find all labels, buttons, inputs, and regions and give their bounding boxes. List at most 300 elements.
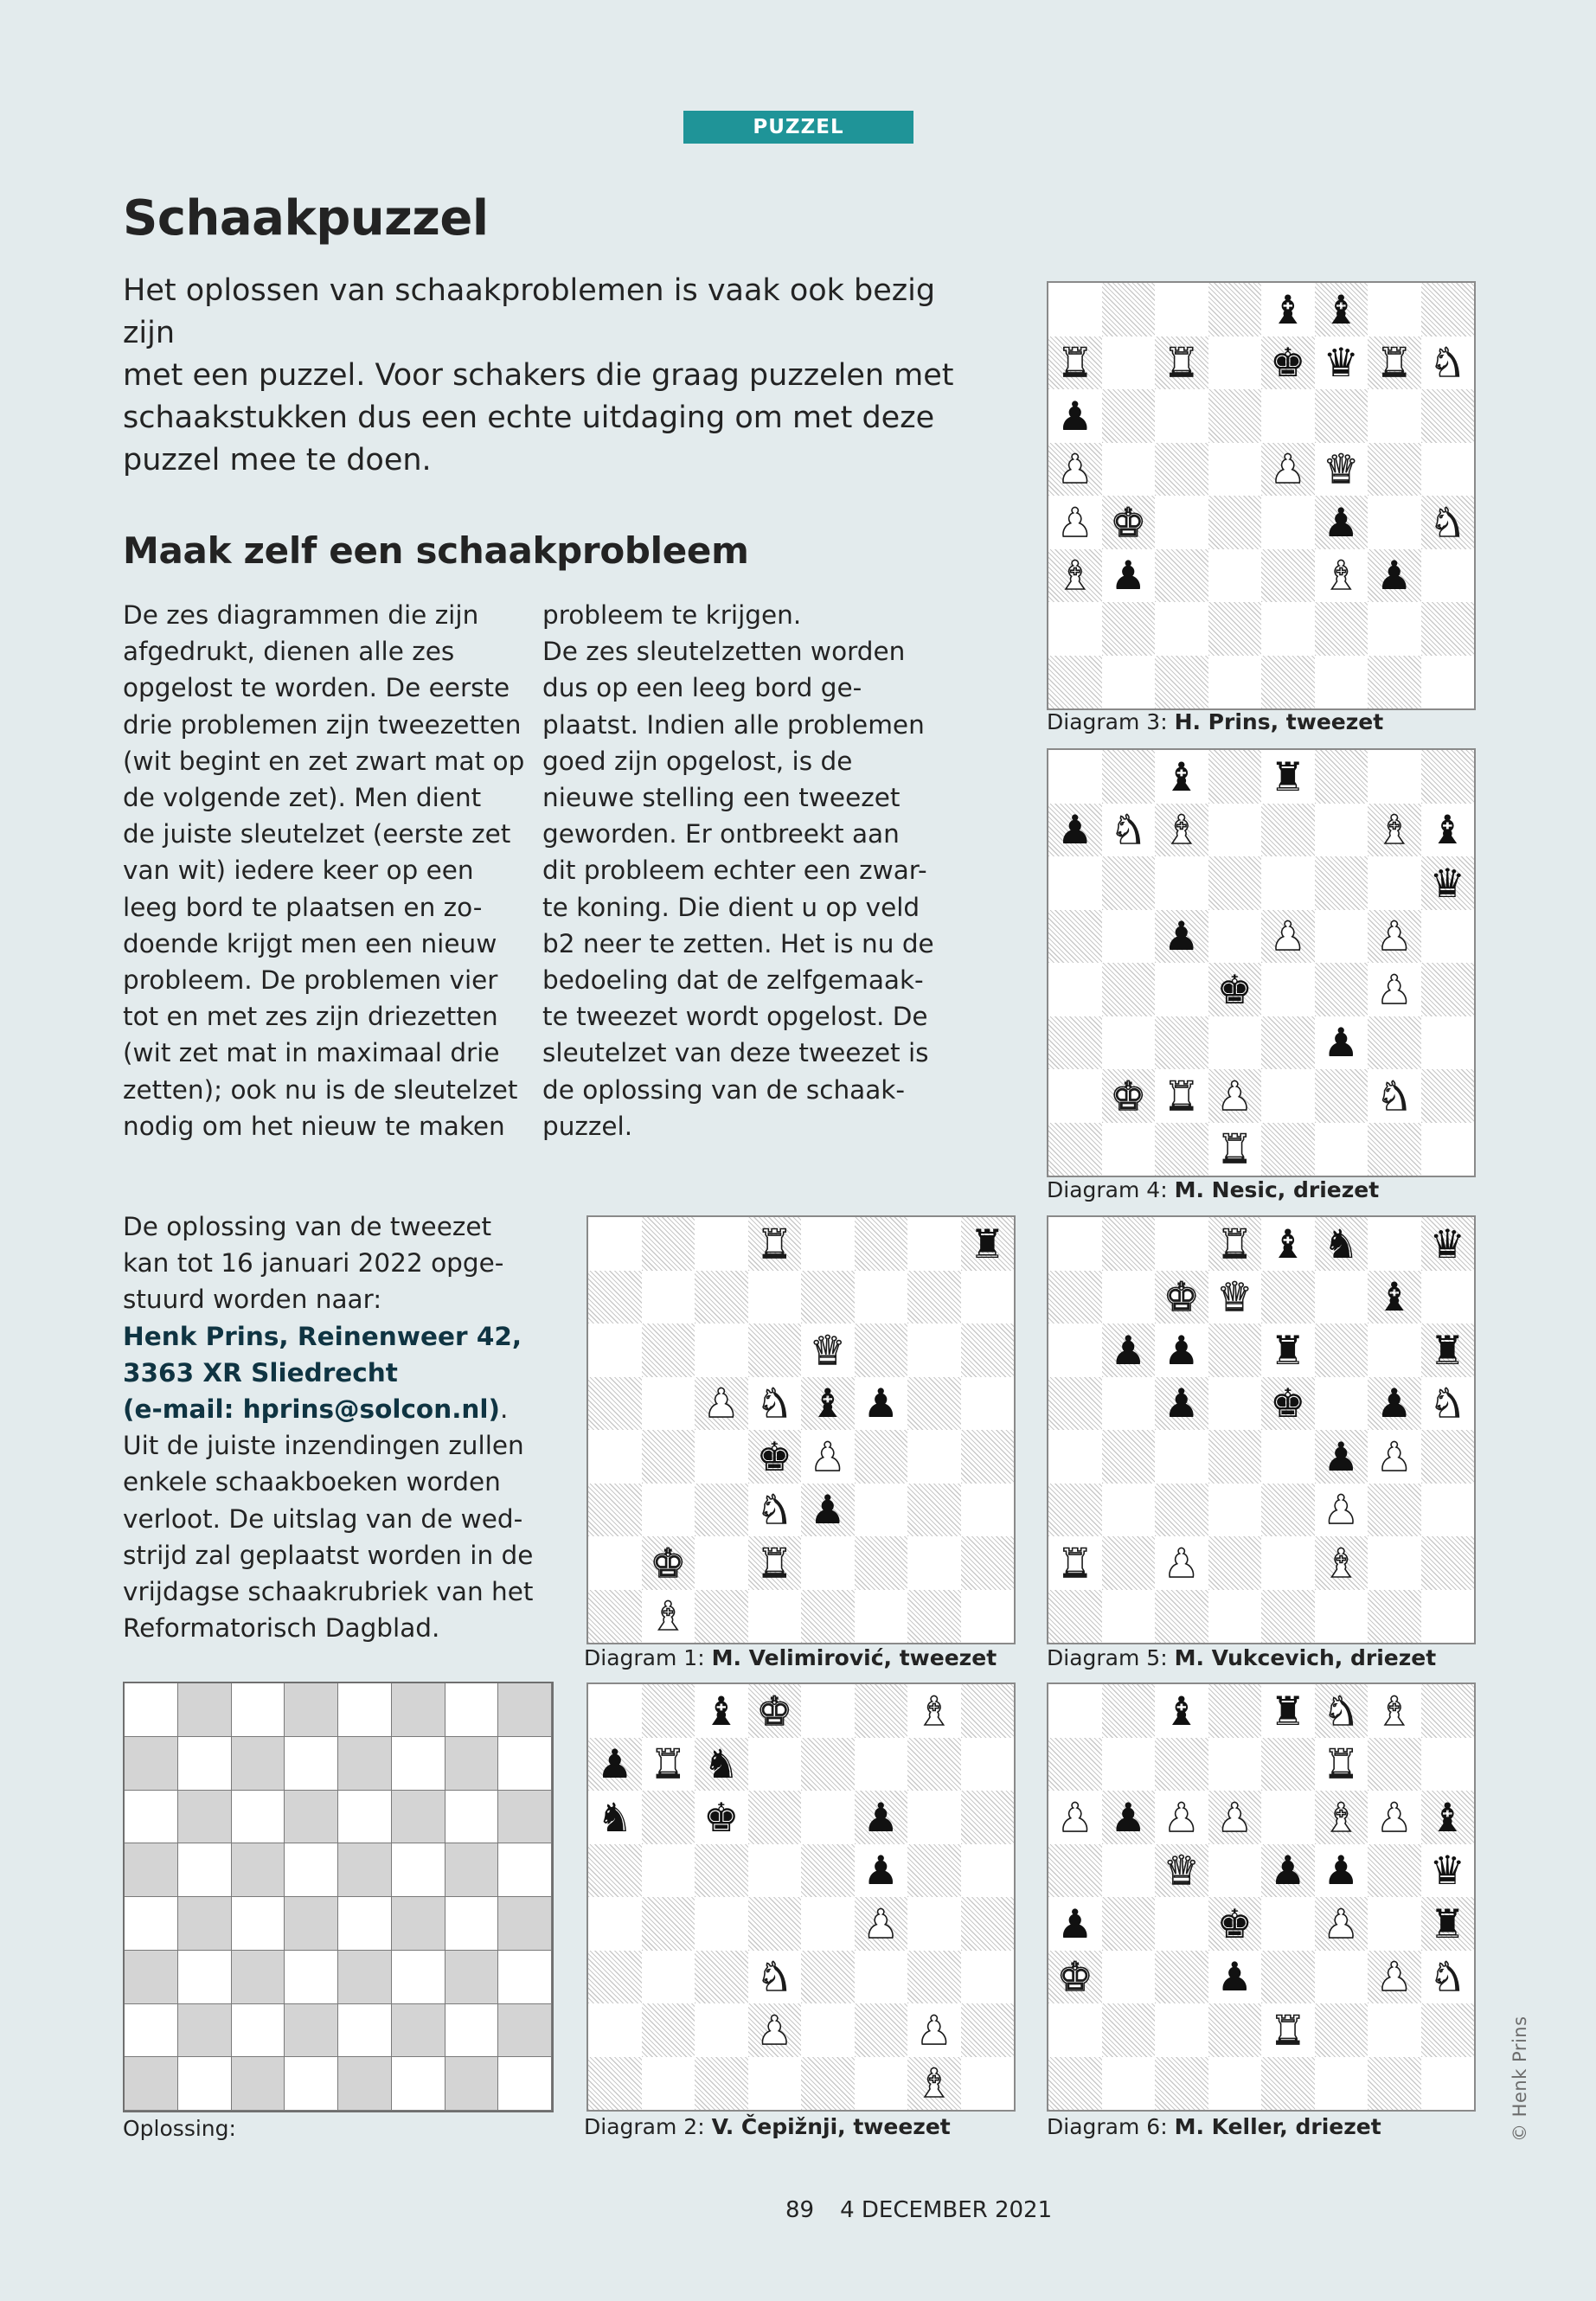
white-rook-icon: ♜: [1057, 339, 1093, 387]
board-square: [1102, 1590, 1156, 1644]
board-square: [642, 2003, 695, 2057]
empty-square: [125, 1737, 178, 1791]
board-square: [1368, 804, 1421, 857]
board-square: [1155, 1484, 1208, 1537]
contact-text-before: [123, 1212, 503, 1314]
board-square: [961, 2003, 1015, 2057]
board-square: [695, 1590, 748, 1644]
board-square: [1102, 1123, 1156, 1176]
board-square: [1048, 1590, 1102, 1644]
board-square: [961, 1217, 1015, 1271]
empty-square: [445, 2057, 499, 2111]
black-pawn-icon: ♟: [1057, 806, 1093, 854]
board-square: [642, 1590, 695, 1644]
board-square: [1315, 602, 1368, 656]
board-square: [1368, 1590, 1421, 1644]
board-square: [801, 1324, 855, 1377]
board-square: [1208, 1016, 1262, 1070]
board-square: [1048, 602, 1102, 656]
board-square: [1261, 1069, 1315, 1123]
board-square: [1102, 496, 1156, 549]
empty-square: [498, 1791, 552, 1844]
board-square: [695, 1791, 748, 1844]
board-square: [1421, 750, 1475, 804]
black-knight-icon: ♞: [703, 1740, 740, 1788]
empty-square: [392, 1897, 445, 1951]
empty-square: [125, 1843, 178, 1897]
board-square: [1208, 750, 1262, 804]
board-square: [1155, 549, 1208, 603]
board-square: [1421, 1484, 1475, 1537]
board-square: [1208, 1684, 1262, 1738]
board-square: [642, 1844, 695, 1898]
board-square: [1421, 1324, 1475, 1377]
empty-square: [125, 2004, 178, 2058]
board-square: [855, 1897, 908, 1951]
empty-square: [178, 1897, 232, 1951]
empty-square: [178, 1737, 232, 1791]
white-queen-icon: ♛: [810, 1326, 846, 1374]
board-square: [1261, 656, 1315, 709]
board-square: [1368, 496, 1421, 549]
board-square: [1102, 963, 1156, 1016]
board-square: [801, 2057, 855, 2111]
empty-square: [125, 1951, 178, 2004]
board-square: [801, 1844, 855, 1898]
empty-square: [445, 1737, 499, 1791]
board-square: [1421, 656, 1475, 709]
black-bishop-icon: ♝: [1270, 285, 1306, 333]
board-square: [1102, 1738, 1156, 1791]
board-square: [1421, 1217, 1475, 1271]
empty-square: [178, 1843, 232, 1897]
white-bishop-icon: ♝: [650, 1593, 686, 1640]
board-square: [1102, 443, 1156, 497]
text-line: vrijdagse schaakrubriek van het: [123, 1577, 534, 1607]
board-square: [695, 1484, 748, 1537]
text-line: plaatst. Indien alle problemen: [542, 709, 925, 740]
contact-email[interactable]: (e-mail: hprins@solcon.nl): [123, 1394, 501, 1425]
board-square: [961, 1897, 1015, 1951]
board-square: [1421, 602, 1475, 656]
board-square: [1261, 1484, 1315, 1537]
board-square: [1102, 1217, 1156, 1271]
black-pawn-icon: ♟: [1270, 1847, 1306, 1894]
board-square: [1368, 750, 1421, 804]
board-square: [801, 1951, 855, 2004]
black-rook-icon: ♜: [1429, 1326, 1465, 1374]
board-square: [748, 1844, 802, 1898]
white-rook-icon: ♜: [1323, 1740, 1359, 1788]
text-line: te koning. Die dient u op veld: [542, 892, 920, 922]
board-square: [1315, 963, 1368, 1016]
board-square: [1048, 1123, 1102, 1176]
board-square: [1208, 856, 1262, 910]
board-square: [1261, 910, 1315, 964]
board-square: [1261, 804, 1315, 857]
chess-diagram-6: [1047, 1682, 1476, 2112]
chess-diagram-3: [1047, 281, 1476, 710]
board-square: [1048, 2003, 1102, 2057]
empty-square: [125, 1897, 178, 1951]
empty-square: [392, 2057, 445, 2111]
board-square: [855, 1217, 908, 1271]
board-square: [1048, 1484, 1102, 1537]
board-square: [588, 1217, 642, 1271]
black-king-icon: ♚: [1270, 339, 1306, 387]
board-square: [1208, 2057, 1262, 2111]
board-square: [1261, 1217, 1315, 1271]
board-square: [1048, 1684, 1102, 1738]
board-square: [1261, 549, 1315, 603]
white-pawn-icon: ♟: [1376, 1953, 1413, 2001]
board-square: [1261, 1590, 1315, 1644]
diagram-3-caption: Diagram 3: H. Prins, tweezet: [1047, 709, 1384, 734]
black-bishop-icon: ♝: [1376, 1273, 1413, 1321]
text-line: (wit zet mat in maximaal drie: [123, 1038, 500, 1068]
empty-square: [445, 1897, 499, 1951]
board-square: [961, 1844, 1015, 1898]
board-square: [695, 1377, 748, 1431]
text-line: de volgende zet). Men dient: [123, 783, 482, 813]
board-square: [855, 1684, 908, 1738]
board-square: [1368, 1217, 1421, 1271]
board-square: [1368, 1123, 1421, 1176]
board-square: [642, 1897, 695, 1951]
board-square: [1368, 1016, 1421, 1070]
board-square: [907, 1271, 961, 1324]
board-square: [1368, 1536, 1421, 1590]
board-square: [907, 1738, 961, 1791]
board-square: [1208, 963, 1262, 1016]
board-square: [1421, 283, 1475, 336]
black-king-icon: ♚: [1216, 1900, 1253, 1947]
board-square: [748, 2057, 802, 2111]
white-king-icon: ♚: [1057, 1953, 1093, 2001]
board-square: [1102, 1377, 1156, 1431]
empty-square: [498, 2057, 552, 2111]
black-bishop-icon: ♝: [703, 1687, 740, 1734]
intro-paragraph: [123, 270, 997, 482]
white-knight-icon: ♞: [756, 1486, 792, 1534]
board-square: [1315, 443, 1368, 497]
board-square: [855, 2057, 908, 2111]
board-square: [1261, 1897, 1315, 1951]
white-bishop-icon: ♝: [1323, 1793, 1359, 1841]
board-square: [1368, 1377, 1421, 1431]
board-square: [1368, 1069, 1421, 1123]
board-square: [1315, 856, 1368, 910]
board-square: [1421, 910, 1475, 964]
empty-square: [445, 1791, 499, 1844]
contact-email-tail: .: [500, 1394, 509, 1425]
text-line: De oplossing van de tweezet: [123, 1212, 492, 1241]
empty-square: [178, 2004, 232, 2058]
text-line: drie problemen zijn tweezetten: [123, 709, 522, 740]
board-square: [907, 1324, 961, 1377]
board-square: [1315, 2057, 1368, 2111]
board-square: [748, 1897, 802, 1951]
text-line: de oplossing van de schaak-: [542, 1074, 906, 1105]
board-square: [695, 1684, 748, 1738]
empty-square: [498, 2004, 552, 2058]
black-pawn-icon: ♟: [597, 1740, 633, 1788]
board-square: [907, 1536, 961, 1590]
chess-diagram-4: [1047, 748, 1476, 1177]
board-square: [1208, 656, 1262, 709]
board-square: [588, 1590, 642, 1644]
board-square: [642, 1271, 695, 1324]
text-line: verloot. De uitslag van de wed-: [123, 1503, 523, 1534]
board-square: [801, 1738, 855, 1791]
empty-square: [232, 2004, 285, 2058]
board-square: [801, 2003, 855, 2057]
empty-square: [498, 1897, 552, 1951]
text-line: leeg bord te plaatsen en zo-: [123, 892, 483, 922]
empty-square: [338, 1843, 392, 1897]
board-square: [1208, 1271, 1262, 1324]
board-square: [1368, 910, 1421, 964]
board-square: [1261, 2003, 1315, 2057]
board-square: [1208, 1123, 1262, 1176]
board-square: [1421, 1069, 1475, 1123]
board-square: [1102, 750, 1156, 804]
text-line: van wit) iedere keer op een: [123, 856, 474, 886]
empty-square: [392, 1683, 445, 1737]
board-square: [642, 1738, 695, 1791]
white-knight-icon: ♞: [1429, 498, 1465, 546]
board-square: [1155, 1377, 1208, 1431]
black-pawn-icon: ♟: [1376, 552, 1413, 599]
black-knight-icon: ♞: [597, 1793, 633, 1841]
board-square: [1261, 1324, 1315, 1377]
board-square: [1208, 1536, 1262, 1590]
board-square: [1315, 804, 1368, 857]
black-king-icon: ♚: [703, 1793, 740, 1841]
board-square: [1368, 602, 1421, 656]
intro-line: puzzel mee te doen.: [123, 443, 432, 478]
board-square: [1155, 1590, 1208, 1644]
empty-square: [498, 1951, 552, 2004]
board-square: [1048, 283, 1102, 336]
board-square: [1421, 1590, 1475, 1644]
black-pawn-icon: ♟: [1110, 1326, 1146, 1374]
board-square: [801, 1590, 855, 1644]
board-square: [1368, 1844, 1421, 1898]
board-square: [1155, 1430, 1208, 1484]
board-square: [1261, 602, 1315, 656]
text-line: doende krijgt men een nieuw: [123, 928, 497, 958]
empty-square: [285, 2004, 338, 2058]
board-square: [642, 1377, 695, 1431]
chess-diagram-1: [586, 1215, 1016, 1644]
text-line: probleem te krijgen.: [542, 600, 802, 630]
black-bishop-icon: ♝: [1323, 285, 1359, 333]
board-square: [1368, 1271, 1421, 1324]
empty-square: [178, 1683, 232, 1737]
black-king-icon: ♚: [1270, 1380, 1306, 1427]
board-square: [1261, 1271, 1315, 1324]
board-square: [1261, 1951, 1315, 2004]
board-square: [1155, 1016, 1208, 1070]
board-square: [907, 1684, 961, 1738]
board-square: [907, 1377, 961, 1431]
black-pawn-icon: ♟: [1163, 913, 1200, 960]
empty-square: [232, 1737, 285, 1791]
empty-square: [338, 2057, 392, 2111]
white-queen-icon: ♛: [1323, 445, 1359, 493]
white-rook-icon: ♜: [650, 1740, 686, 1788]
board-square: [588, 1844, 642, 1898]
text-line: (wit begint en zet zwart mat op: [123, 746, 525, 776]
empty-square: [285, 1737, 338, 1791]
board-square: [1421, 1536, 1475, 1590]
empty-square: [498, 1843, 552, 1897]
board-square: [907, 1897, 961, 1951]
board-square: [588, 2003, 642, 2057]
board-square: [801, 1217, 855, 1271]
white-king-icon: ♚: [1110, 1072, 1146, 1119]
board-square: [748, 1738, 802, 1791]
issue-date: 4 DECEMBER 2021: [840, 2197, 1053, 2223]
text-line: goed zijn opgelost, is de: [542, 746, 853, 776]
diagram-6-caption: Diagram 6: M. Keller, driezet: [1047, 2114, 1381, 2139]
board-square: [1368, 389, 1421, 443]
board-square: [1155, 389, 1208, 443]
board-square: [1315, 1324, 1368, 1377]
board-square: [1368, 336, 1421, 390]
text-line: Reformatorisch Dagblad.: [123, 1613, 440, 1644]
white-pawn-icon: ♟: [1323, 1900, 1359, 1947]
text-line: zetten); ook nu is de sleutelzet: [123, 1074, 518, 1105]
board-square: [855, 1844, 908, 1898]
text-line: dit probleem echter een zwar-: [542, 856, 927, 886]
board-square: [1208, 602, 1262, 656]
text-line: Uit de juiste inzendingen zullen: [123, 1431, 524, 1461]
board-square: [1368, 1791, 1421, 1844]
empty-square: [125, 1683, 178, 1737]
board-square: [1421, 1123, 1475, 1176]
board-square: [801, 1484, 855, 1537]
board-square: [1048, 1791, 1102, 1844]
board-square: [1421, 1791, 1475, 1844]
black-pawn-icon: ♟: [1323, 1847, 1359, 1894]
board-square: [1368, 963, 1421, 1016]
board-square: [1208, 2003, 1262, 2057]
board-square: [1261, 1738, 1315, 1791]
board-square: [1421, 336, 1475, 390]
board-square: [855, 1271, 908, 1324]
board-square: [1315, 910, 1368, 964]
white-pawn-icon: ♟: [1376, 913, 1413, 960]
page-title: Schaakpuzzel: [123, 190, 489, 247]
board-square: [1421, 856, 1475, 910]
photo-credit: © Henk Prins: [1509, 2016, 1530, 2142]
board-square: [588, 2057, 642, 2111]
board-square: [695, 1430, 748, 1484]
board-square: [907, 2057, 961, 2111]
white-pawn-icon: ♟: [756, 2006, 792, 2054]
text-line: strijd zal geplaatst worden in de: [123, 1540, 534, 1570]
board-square: [855, 1324, 908, 1377]
board-square: [748, 1430, 802, 1484]
black-pawn-icon: ♟: [1057, 392, 1093, 439]
body-column-2: [542, 597, 934, 1144]
white-bishop-icon: ♝: [1376, 1687, 1413, 1734]
black-pawn-icon: ♟: [862, 1847, 899, 1894]
empty-square: [232, 1791, 285, 1844]
board-square: [588, 1684, 642, 1738]
board-square: [1315, 2003, 1368, 2057]
board-square: [1315, 1217, 1368, 1271]
board-square: [1368, 1484, 1421, 1537]
white-pawn-icon: ♟: [703, 1380, 740, 1427]
board-square: [855, 1484, 908, 1537]
board-square: [1421, 1271, 1475, 1324]
solution-label: Oplossing:: [123, 2116, 236, 2141]
board-square: [642, 1536, 695, 1590]
board-square: [1315, 496, 1368, 549]
contact-text-after: [123, 1431, 533, 1643]
board-square: [1368, 549, 1421, 603]
chess-diagram-2: [586, 1682, 1016, 2112]
board-square: [1208, 549, 1262, 603]
board-square: [1155, 1069, 1208, 1123]
board-square: [1261, 1791, 1315, 1844]
white-bishop-icon: ♝: [916, 2060, 952, 2107]
text-line: De zes sleutelzetten worden: [542, 637, 906, 667]
board-square: [588, 1738, 642, 1791]
black-bishop-icon: ♝: [1429, 806, 1465, 854]
board-square: [1155, 1844, 1208, 1898]
board-square: [1102, 602, 1156, 656]
white-pawn-icon: ♟: [862, 1900, 899, 1947]
empty-square: [392, 1843, 445, 1897]
white-knight-icon: ♞: [1429, 1953, 1465, 2001]
board-square: [1261, 1430, 1315, 1484]
empty-square: [285, 1951, 338, 2004]
board-square: [801, 1536, 855, 1590]
board-square: [1315, 1123, 1368, 1176]
empty-square: [445, 1843, 499, 1897]
white-pawn-icon: ♟: [1057, 498, 1093, 546]
board-square: [1208, 1069, 1262, 1123]
board-square: [1421, 549, 1475, 603]
board-square: [748, 1536, 802, 1590]
empty-square: [338, 1683, 392, 1737]
board-square: [1155, 1684, 1208, 1738]
board-square: [1315, 1791, 1368, 1844]
board-square: [1315, 656, 1368, 709]
board-square: [1261, 336, 1315, 390]
board-square: [855, 2003, 908, 2057]
black-rook-icon: ♜: [1270, 1687, 1306, 1734]
black-king-icon: ♚: [1216, 965, 1253, 1013]
board-square: [1208, 283, 1262, 336]
white-knight-icon: ♞: [1376, 1072, 1413, 1119]
white-rook-icon: ♜: [1270, 2006, 1306, 2054]
board-square: [588, 1536, 642, 1590]
board-square: [1155, 910, 1208, 964]
board-square: [961, 1684, 1015, 1738]
black-pawn-icon: ♟: [862, 1793, 899, 1841]
board-square: [1208, 1590, 1262, 1644]
board-square: [1155, 443, 1208, 497]
board-square: [695, 1738, 748, 1791]
board-square: [1368, 856, 1421, 910]
empty-square: [232, 2057, 285, 2111]
board-square: [855, 1430, 908, 1484]
